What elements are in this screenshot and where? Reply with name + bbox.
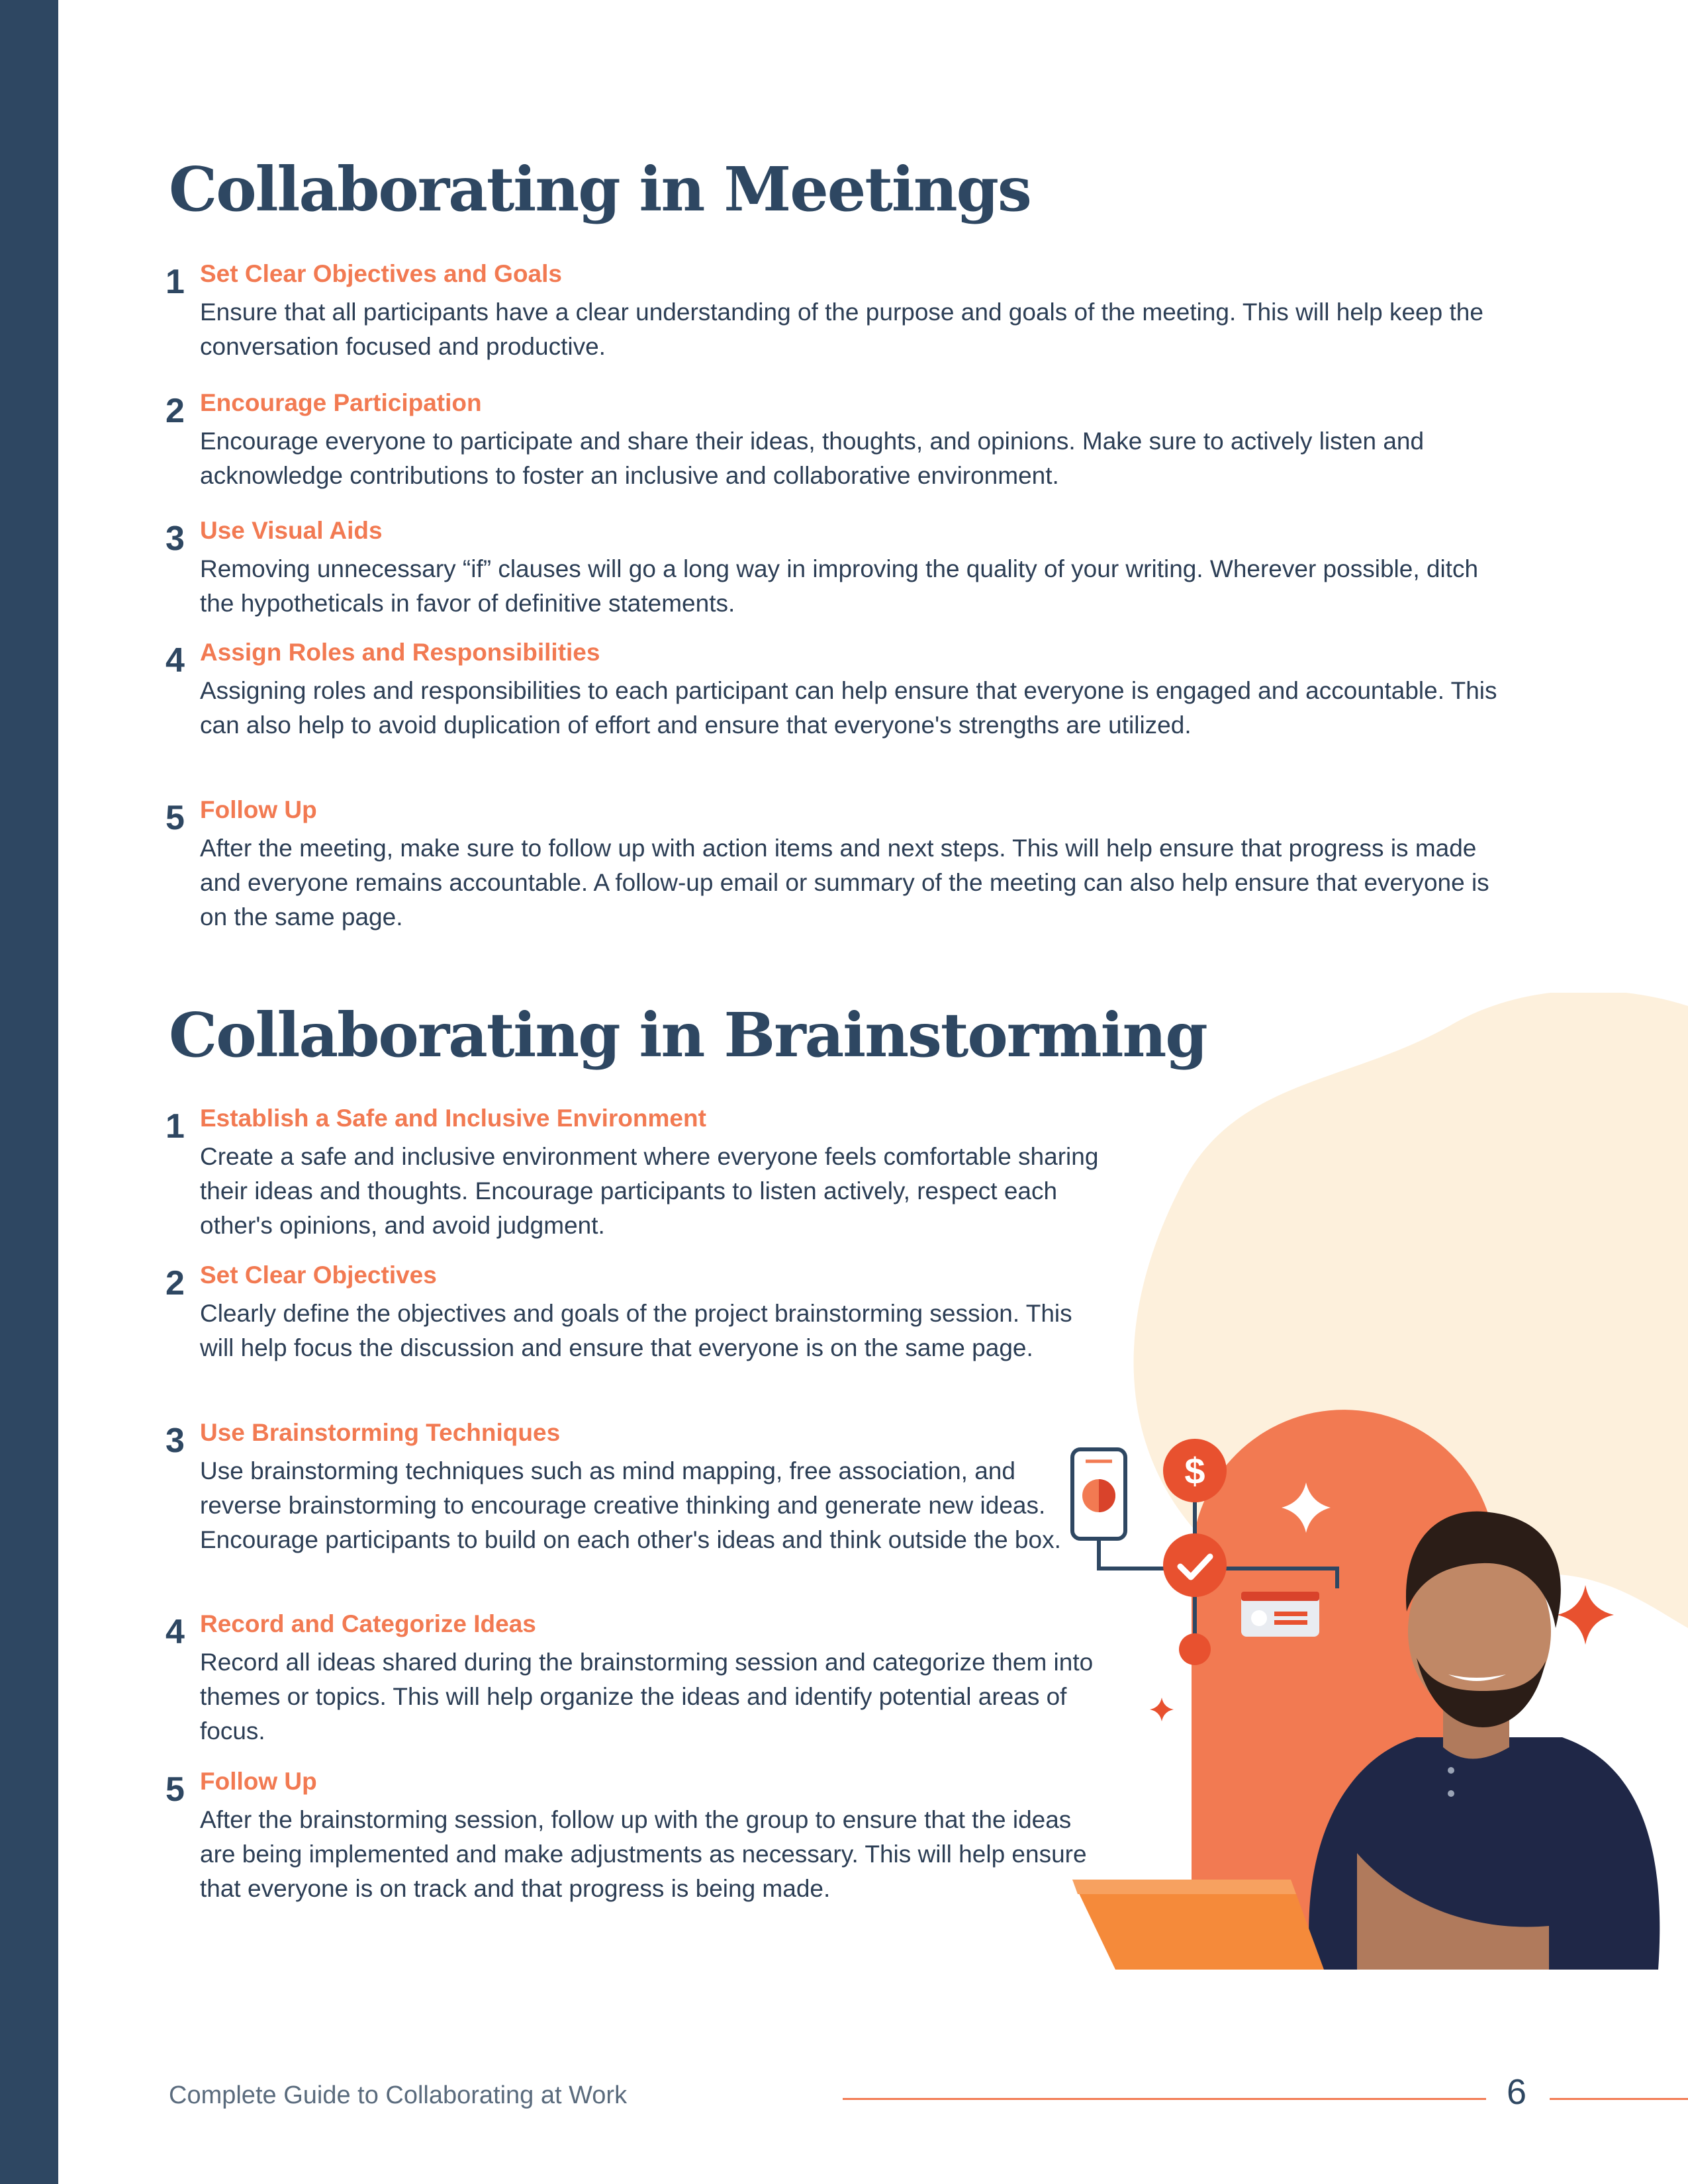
item-number: 4 bbox=[165, 1613, 185, 1651]
page-number: 6 bbox=[1507, 2072, 1527, 2112]
item-heading: Follow Up bbox=[200, 796, 317, 823]
item-number: 3 bbox=[165, 520, 185, 558]
checkmark-icon bbox=[1163, 1533, 1227, 1597]
item-body: Clearly define the objectives and goals of the project brainstorming session. This will help focus the discussion and ensure that everyone is on the same page. bbox=[200, 1300, 1072, 1361]
item-body: Ensure that all participants have a clear understanding of the purpose and goals of the meeting. This will help keep the conversation focused and productive. bbox=[200, 298, 1483, 360]
section-title-meetings: Collaborating in Meetings bbox=[169, 154, 1031, 225]
item-number: 5 bbox=[165, 799, 185, 837]
item-heading: Use Brainstorming Techniques bbox=[200, 1419, 561, 1446]
item-heading: Record and Categorize Ideas bbox=[200, 1610, 536, 1637]
dollar-symbol: $ bbox=[1184, 1450, 1205, 1492]
item-body: Use brainstorming techniques such as mind mapping, free association, and reverse brainstorming to encourage creative thinking and generate new ideas. Encourage participants to build on each other's ideas and think outside the box. bbox=[200, 1457, 1061, 1553]
item-number: 1 bbox=[165, 1107, 185, 1146]
item-heading: Follow Up bbox=[200, 1768, 317, 1795]
sidebar-bar bbox=[0, 0, 58, 2184]
item-body: Create a safe and inclusive environment where everyone feels comfortable sharing their ideas and thoughts. Encourage participants to listen actively, respect each other's opinions, and avoid judgment. bbox=[200, 1143, 1099, 1239]
item-number: 3 bbox=[165, 1422, 185, 1460]
footer-divider bbox=[843, 2098, 1486, 2100]
dollar-icon bbox=[1163, 1439, 1227, 1502]
footer-title: Complete Guide to Collaborating at Work bbox=[169, 2081, 628, 2109]
item-body: Removing unnecessary “if” clauses will go a long way in improving the quality of your writing. Wherever possible, ditch the hypotheticals in favor of definitive statements. bbox=[200, 555, 1479, 617]
illustration bbox=[1046, 993, 1688, 1985]
section-title-brainstorming: Collaborating in Brainstorming bbox=[169, 999, 1207, 1071]
item-body: Record all ideas shared during the brainstorming session and categorize them into themes or topics. This will help organize the ideas and identify potential areas of focus. bbox=[200, 1649, 1094, 1745]
dot-icon bbox=[1179, 1633, 1211, 1665]
item-body: After the brainstorming session, follow up with the group to ensure that the ideas are being implemented and make adjustments as necessary. This will help ensure that everyone is on track and that progress is being made. bbox=[200, 1806, 1087, 1902]
item-heading: Set Clear Objectives and Goals bbox=[200, 260, 562, 287]
item-number: 1 bbox=[165, 263, 185, 301]
item-number: 5 bbox=[165, 1770, 185, 1809]
id-card-icon bbox=[1241, 1592, 1319, 1637]
item-heading: Assign Roles and Responsibilities bbox=[200, 639, 600, 666]
item-body: Assigning roles and responsibilities to each participant can help ensure that everyone is engaged and accountable. This can also help to avoid duplication of effort and ensure that everyone's strengths are utilized. bbox=[200, 677, 1497, 739]
sparkle-icon bbox=[1150, 1698, 1174, 1721]
item-heading: Establish a Safe and Inclusive Environment bbox=[200, 1105, 706, 1132]
item-body: Encourage everyone to participate and share their ideas, thoughts, and opinions. Make sure to actively listen and acknowledge contributions to foster an inclusive and collaborative environment. bbox=[200, 428, 1425, 489]
footer-divider bbox=[1550, 2098, 1688, 2100]
item-heading: Use Visual Aids bbox=[200, 517, 383, 544]
item-number: 2 bbox=[165, 392, 185, 430]
item-number: 2 bbox=[165, 1264, 185, 1302]
item-heading: Set Clear Objectives bbox=[200, 1261, 437, 1289]
item-heading: Encourage Participation bbox=[200, 389, 482, 416]
item-number: 4 bbox=[165, 641, 185, 680]
item-body: After the meeting, make sure to follow up with action items and next steps. This will help ensure that progress is made and everyone remains accountable. A follow-up email or summary of the meeting can also help ensure that everyone is on the same page. bbox=[200, 835, 1489, 931]
laptop-icon bbox=[1072, 1880, 1324, 1970]
sparkle-icon bbox=[1557, 1585, 1614, 1645]
